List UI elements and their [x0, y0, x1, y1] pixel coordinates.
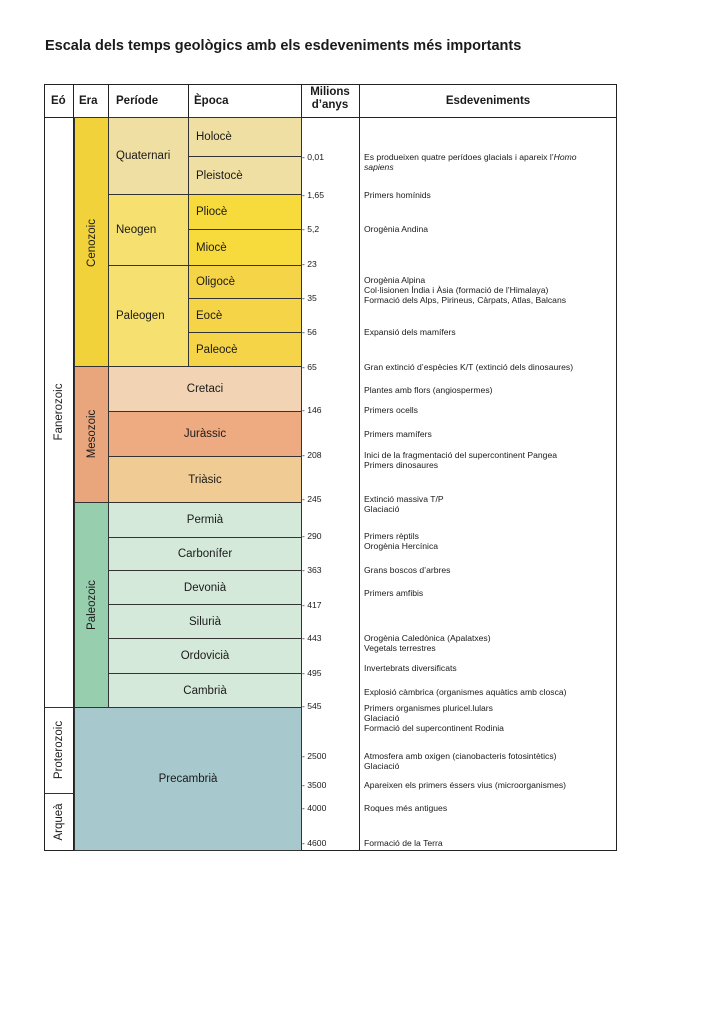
tick-65: - 65 — [302, 362, 317, 372]
epoch-holoce: Holocè — [188, 117, 302, 157]
tick-3500: - 3500 — [302, 780, 327, 790]
header-periode: Període — [116, 95, 159, 107]
event-line: Primers dinosaures — [364, 460, 439, 471]
event-line: Col·lisionen Índia i Àsia (formació de l’Himalaya) — [364, 285, 549, 296]
epoch-eoce: Eocè — [188, 298, 302, 333]
tick-35: - 35 — [302, 293, 317, 303]
page-title: Escala dels temps geològics amb els esdeveniments més importants — [45, 38, 522, 54]
col-divider-era — [108, 84, 109, 118]
period-cretaci: Cretaci — [108, 366, 302, 412]
eon-label-fanerozoic: Fanerozoic — [53, 383, 65, 441]
period-jurassic: Juràssic — [108, 411, 302, 457]
event-primers-hominids: Primers homínids — [364, 190, 431, 200]
period-quaternari: Quaternari — [108, 117, 189, 195]
event-primers-mamifers: Primers mamífers — [364, 429, 432, 439]
epoch-mioce: Miocè — [188, 229, 302, 266]
tick-245: - 245 — [302, 494, 322, 504]
event-orogenia-alpina — [364, 275, 566, 306]
eon-label-arquea: Arqueà — [53, 803, 65, 841]
tick-417: - 417 — [302, 600, 322, 610]
period-siluria: Silurià — [108, 604, 302, 639]
col-divider-eo — [73, 84, 74, 118]
header-milions — [301, 86, 359, 112]
event-orogenia-andina: Orogènia Andina — [364, 224, 429, 234]
event-text-italic: Homo — [553, 152, 577, 162]
event-line: Vegetals terrestres — [364, 643, 436, 654]
tick-443: - 443 — [302, 633, 322, 643]
event-extincio-tp — [364, 494, 444, 514]
header-milions-line1: Milions — [310, 86, 350, 98]
event-grans-boscos: Grans boscos d’arbres — [364, 565, 451, 575]
tick-363: - 363 — [302, 565, 322, 575]
event-glacials-homo-sapiens — [364, 152, 577, 172]
event-line: Glaciació — [364, 761, 400, 772]
header-epoca: Època — [194, 95, 229, 107]
period-precambria: Precambrià — [74, 707, 302, 851]
event-expansio-mamifers: Expansió dels mamífers — [364, 327, 456, 337]
event-primers-reptils — [364, 531, 438, 551]
event-line: Formació dels Alps, Pirineus, Càrpats, Atlas, Balcans — [364, 295, 567, 306]
event-atmosfera-oxigen — [364, 751, 557, 771]
event-explosio-cambrica: Explosió càmbrica (organismes aquàtics amb closca) — [364, 687, 567, 697]
event-line: Primers organismes pluricel.lulars — [364, 703, 493, 713]
event-primers-essers-vius: Apareixen els primers éssers vius (microorganismes) — [364, 780, 567, 790]
event-line: Extinció massiva T/P — [364, 494, 444, 504]
event-line: Glaciació — [364, 713, 400, 724]
tick-23: - 23 — [302, 259, 317, 269]
period-cambria: Cambrià — [108, 673, 302, 708]
period-triasic: Triàsic — [108, 456, 302, 503]
col-divider-milions — [359, 84, 360, 851]
header-esdeveniments: Esdeveniments — [445, 95, 531, 107]
tick-208: - 208 — [302, 450, 322, 460]
period-carbonifer: Carbonífer — [108, 537, 302, 571]
event-line: Glaciació — [364, 504, 400, 515]
tick-1-65: - 1,65 — [302, 190, 324, 200]
header-milions-line2: d’anys — [311, 99, 349, 111]
tick-56: - 56 — [302, 327, 317, 337]
period-ordovicia: Ordovicià — [108, 638, 302, 674]
event-line: Orogènia Alpina — [364, 275, 426, 285]
tick-495: - 495 — [302, 668, 322, 678]
event-line: Orogènia Caledònica (Apalatxes) — [364, 633, 491, 643]
event-text-italic: sapiens — [364, 162, 394, 173]
epoch-plioce: Pliocè — [188, 194, 302, 230]
period-devonia: Devonià — [108, 570, 302, 605]
tick-4600: - 4600 — [302, 838, 327, 848]
event-primers-ocells: Primers ocells — [364, 405, 418, 415]
event-text: Es produeixen quatre perídoes glacials i apareix l’ — [364, 152, 554, 162]
event-extincio-kt: Gran extinció d’espècies K/T (extinció dels dinosaures) — [364, 362, 574, 372]
tick-545: - 545 — [302, 701, 322, 711]
period-neogen: Neogen — [108, 194, 189, 266]
event-line: Formació del supercontinent Rodinia — [364, 723, 504, 734]
event-formacio-terra: Formació de la Terra — [364, 838, 443, 848]
header-eo: Eó — [51, 95, 66, 107]
event-line: Orogènia Hercínica — [364, 541, 439, 552]
era-label-cenozoic: Cenozoic — [86, 219, 98, 267]
tick-146: - 146 — [302, 405, 322, 415]
event-roques-antigues: Roques més antigues — [364, 803, 448, 813]
col-divider-periode — [188, 84, 189, 118]
event-angiospermes: Plantes amb flors (angiospermes) — [364, 385, 493, 395]
eon-label-proterozoic: Proterozoic — [53, 720, 65, 780]
tick-290: - 290 — [302, 531, 322, 541]
tick-5-2: - 5,2 — [302, 224, 320, 234]
event-primers-amfibis: Primers amfibis — [364, 588, 424, 598]
tick-4000: - 4000 — [302, 803, 327, 813]
event-line: Inici de la fragmentació del supercontinent Pangea — [364, 450, 558, 460]
epoch-pleistoce: Pleistocè — [188, 156, 302, 195]
tick-2500: - 2500 — [302, 751, 327, 761]
period-permia: Permià — [108, 502, 302, 538]
event-orogenia-caledonica — [364, 633, 491, 653]
era-label-paleozoic: Paleozoic — [86, 580, 98, 630]
period-paleogen: Paleogen — [108, 265, 189, 367]
event-line: Atmosfera amb oxigen (cianobacteris fotosintètics) — [364, 751, 557, 761]
event-invertebrats: Invertebrats diversificats — [364, 663, 457, 673]
header-era: Era — [79, 95, 98, 107]
epoch-paleoce: Paleocè — [188, 332, 302, 367]
tick-0-01: - 0,01 — [302, 152, 324, 162]
event-line: Primers rèptils — [364, 531, 419, 541]
epoch-oligoce: Oligocè — [188, 265, 302, 299]
event-pangea — [364, 450, 557, 470]
event-pluricellulars — [364, 703, 504, 734]
era-label-mesozoic: Mesozoic — [86, 409, 98, 459]
